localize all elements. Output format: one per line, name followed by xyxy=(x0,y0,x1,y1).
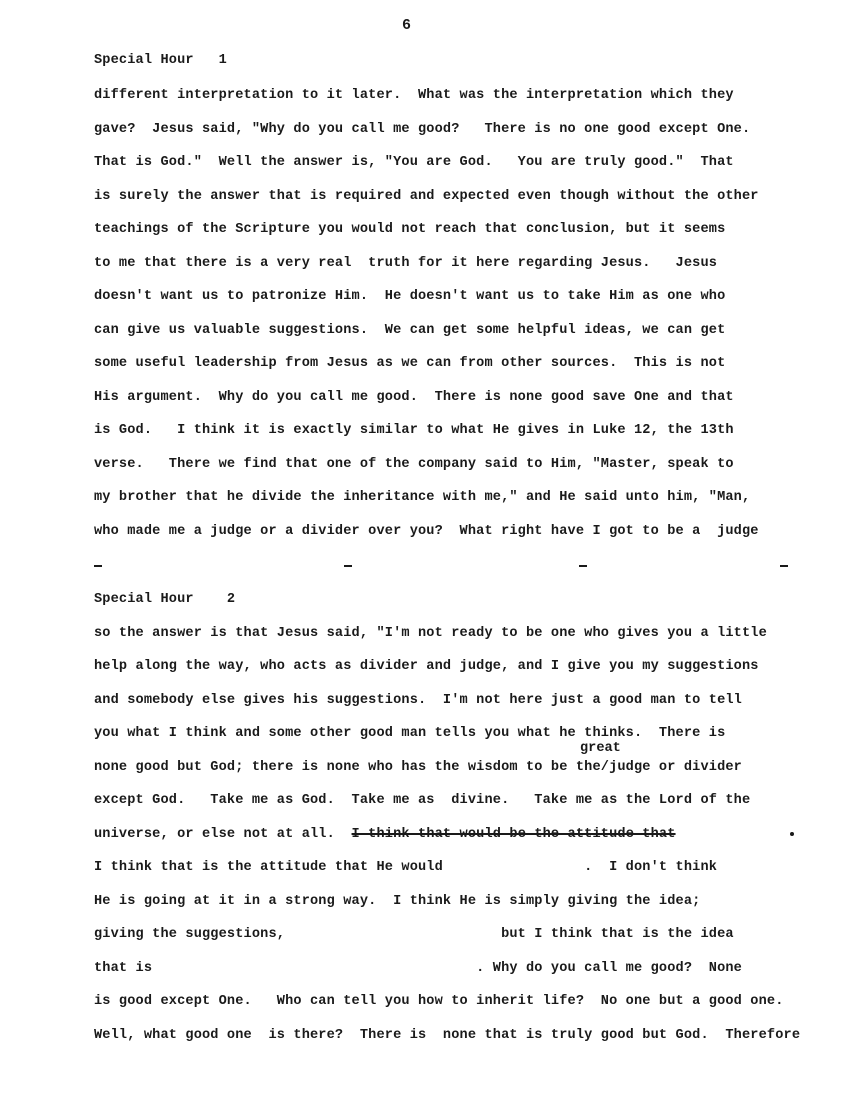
text-line: who made me a judge or a divider over you? What right have I got to be a judge xyxy=(94,524,759,539)
text-line: except God. Take me as God. Take me as divine. Take me as the Lord of the xyxy=(94,793,751,808)
text-line: That is God." Well the answer is, "You are God. You are truly good." That xyxy=(94,155,734,170)
text-line: gave? Jesus said, "Why do you call me good? There is no one good except One. xyxy=(94,122,751,137)
text-line: teachings of the Scripture you would not reach that conclusion, but it seems xyxy=(94,222,726,237)
text-line: His argument. Why do you call me good. There is none good save One and that xyxy=(94,390,734,405)
page-break-mark xyxy=(780,565,788,567)
text-line: to me that there is a very real truth for it here regarding Jesus. Jesus xyxy=(94,256,718,271)
struck-out-text: I think that would be the attitude that xyxy=(351,827,676,842)
text-line: different interpretation to it later. What was the interpretation which they xyxy=(94,88,734,103)
text-line: can give us valuable suggestions. We can get some helpful ideas, we can get xyxy=(94,323,726,338)
page-break-mark xyxy=(94,565,102,567)
page-break-mark xyxy=(344,565,352,567)
text-line: doesn't want us to patronize Him. He doesn't want us to take Him as one who xyxy=(94,289,726,304)
page-break-mark xyxy=(579,565,587,567)
text-line: so the answer is that Jesus said, "I'm not ready to be one who gives you a little xyxy=(94,626,767,641)
text-line: He is going at it in a strong way. I think He is simply giving the idea; xyxy=(94,894,701,909)
text-line: is surely the answer that is required and expected even though without the other xyxy=(94,189,759,204)
page-number: 6 xyxy=(402,17,412,34)
text-line: help along the way, who acts as divider and judge, and I give you my suggestions xyxy=(94,659,759,674)
text-line: verse. There we find that one of the company said to Him, "Master, speak to xyxy=(94,457,734,472)
text-line: some useful leadership from Jesus as we can from other sources. This is not xyxy=(94,356,726,371)
text-span: universe, or else not at all. xyxy=(94,827,352,842)
text-line: you what I think and some other good man tells you what he thinks. There is xyxy=(94,726,726,741)
text-line: that is . Why do you call me good? None xyxy=(94,961,742,976)
section-1-header: Special Hour 1 xyxy=(94,53,227,68)
text-line: giving the suggestions, but I think that is the idea xyxy=(94,927,734,942)
section-2-header: Special Hour 2 xyxy=(94,592,236,607)
text-line: Well, what good one is there? There is none that is truly good but God. Therefore xyxy=(94,1028,801,1043)
text-line: is good except One. Who can tell you how to inherit life? No one but a good one. xyxy=(94,994,784,1009)
inserted-word: great xyxy=(580,741,621,756)
text-line: and somebody else gives his suggestions. I'm not here just a good man to tell xyxy=(94,693,742,708)
text-line: I think that is the attitude that He would . I don't think xyxy=(94,860,718,875)
text-line: is God. I think it is exactly similar to what He gives in Luke 12, the 13th xyxy=(94,423,734,438)
text-line-with-strikeout xyxy=(94,826,676,844)
text-line: my brother that he divide the inheritance with me," and He said unto him, "Man, xyxy=(94,490,751,505)
stray-mark xyxy=(790,832,794,836)
text-line: none good but God; there is none who has the wisdom to be the/judge or divider xyxy=(94,760,742,775)
